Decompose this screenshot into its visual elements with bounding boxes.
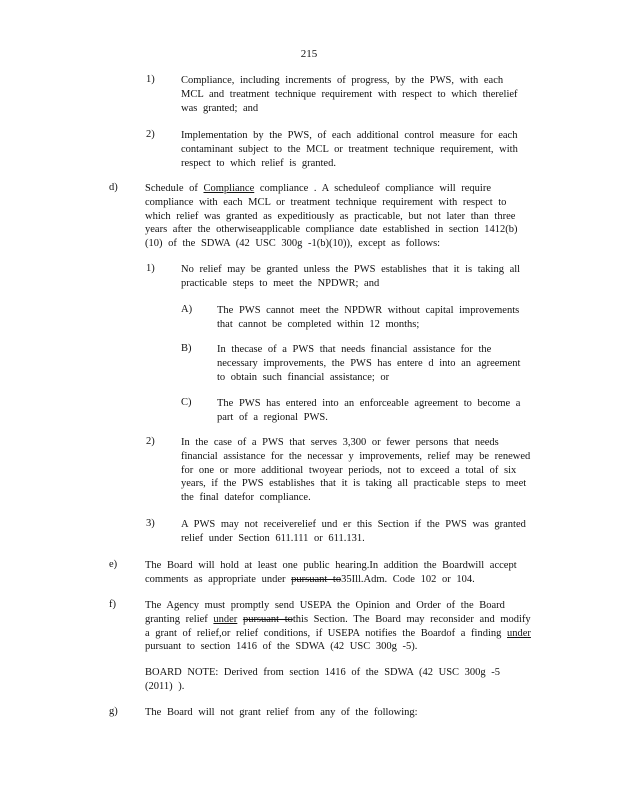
item-label: g): [109, 706, 118, 717]
item-text: The PWS has entered into an enforceable agreement to become a part of a regional PWS.: [217, 398, 521, 423]
board-note: BOARD NOTE: Derived from section 1416 of the SDWA (42 USC 300g -5 (2011) ).: [145, 667, 501, 692]
item-text: The PWS cannot meet the NPDWR without capital improvements that cannot be completed within 12 months;: [217, 305, 520, 330]
item-label: A): [181, 304, 193, 315]
item-label: f): [109, 599, 116, 610]
item-label: C): [181, 397, 192, 408]
struck-deletion: pursuant to: [242, 613, 293, 625]
item-text: No relief may be granted unless the PWS establishes that it is taking all practicable steps to meet the NPDWR; and: [181, 264, 521, 289]
item-label: 3): [146, 518, 155, 529]
item-text: The Agency must promptly send USEPA the Opinion and Order of the Board granting relief under pursuant tothis Section. The Board may reconsider and modify a grant of relief,or relief conditions, if USEPA notifies the Boardof a finding under pursuant to section 1416 of the SDWA (42 USC 300g -5).: [145, 600, 531, 653]
item-label: B): [181, 343, 192, 354]
underlined-insertion: under: [213, 613, 238, 625]
item-text: The Board will not grant relief from any of the following:: [145, 707, 418, 718]
underlined-insertion: under: [507, 627, 531, 639]
item-label: 1): [146, 74, 155, 85]
item-label: 2): [146, 129, 155, 140]
item-text: The Board will hold at least one public hearing.In addition the Boardwill accept comments as appropriate under pursuant to35Ill.Adm. Code 102 or 104.: [145, 560, 517, 585]
item-label: 1): [146, 263, 155, 274]
item-text: A PWS may not receiverelief und er this Section if the PWS was granted relief under Section 611.111 or 611.131.: [181, 519, 526, 544]
item-label: e): [109, 559, 118, 570]
item-text: In the case of a PWS that serves 3,300 or fewer persons that needs financial assistance for the necessar y improvements, relief may be renewed for one or more additional twoyear periods, not to exceed a total of six years, if the PWS establishes that it is taking all practicable steps to meet the final datefor compliance.: [181, 437, 531, 504]
page-number: 215: [300, 48, 318, 60]
item-text: Compliance, including increments of progress, by the PWS, with each MCL and treatment technique requirement with respect to which therelief was granted; and: [181, 75, 518, 114]
item-text: Implementation by the PWS, of each additional control measure for each contaminant subject to the MCL or treatment technique requirement, with respect to which relief is granted.: [181, 130, 518, 169]
item-text: Schedule of Compliance compliance . A scheduleof compliance will require compliance with each MCL or treatment technique requirement with respect to which relief was granted as expeditiously as practicable, but not later than three years after the otherwiseapplicable compliance date established in section 1412(b)(10) of the SDWA (42 USC 300g -1(b)(10)), except as follows:: [145, 183, 518, 250]
item-label: d): [109, 182, 118, 193]
struck-deletion: pursuant to: [291, 573, 342, 585]
item-text: In thecase of a PWS that needs financial assistance for the necessary improvements, the PWS has entere d into an agreement to obtain such financial assistance; or: [217, 344, 521, 383]
item-label: 2): [146, 436, 155, 447]
underlined-insertion: Compliance: [203, 183, 255, 194]
